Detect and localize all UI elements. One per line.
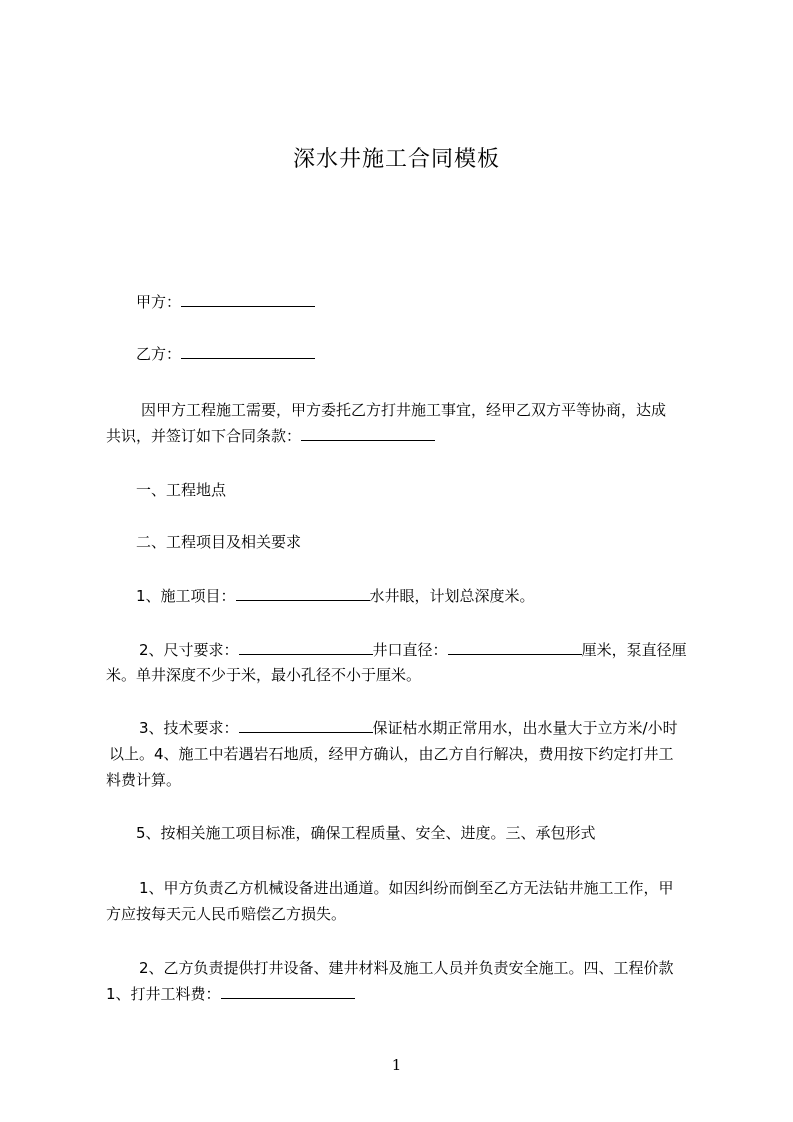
intro-line-2-text: 共识，并签订如下合同条款： [106, 427, 302, 445]
clause-1-line-1: 1、甲方负责乙方机械设备进出通道。如因纠纷而倒至乙方无法钻井施工工作，甲 [139, 879, 674, 897]
party-b-label: 乙方： [136, 345, 182, 363]
item-3-text: 保证枯水期正常用水，出水量大于立方米/小时 [372, 719, 678, 737]
item-2-blank-1 [239, 640, 373, 655]
party-a-label: 甲方： [136, 293, 182, 311]
item-2-blank-2 [448, 640, 582, 655]
party-a-line [136, 292, 315, 312]
clause-2-label: 1、打井工料费： [106, 985, 221, 1003]
party-b-blank [181, 344, 315, 359]
intro-blank [301, 426, 435, 441]
item-2-line-1 [139, 640, 687, 660]
party-b-line [136, 344, 315, 364]
item-1-label: 1、施工项目： [136, 587, 236, 605]
page-number: 1 [391, 1056, 402, 1074]
item-3-label: 3、技术要求： [139, 719, 239, 737]
party-a-blank [181, 292, 315, 307]
intro-line-2 [106, 426, 435, 446]
item-5-line: 5、按相关施工项目标准，确保工程质量、安全、进度。三、承包形式 [136, 824, 596, 842]
item-3-line-2: 以上。4、施工中若遇岩石地质，经甲方确认，由乙方自行解决，费用按下约定打井工 [109, 745, 674, 763]
section-1-heading: 一、工程地点 [136, 481, 227, 499]
item-1-blank [236, 586, 370, 601]
document-title: 深水井施工合同模板 [292, 147, 500, 172]
intro-line-1: 因甲方工程施工需要，甲方委托乙方打井施工事宜，经甲乙双方平等协商，达成 [141, 401, 667, 419]
item-3-line-3: 料费计算。 [106, 771, 182, 789]
item-2-line-2: 米。单井深度不少于米，最小孔径不小于厘米。 [106, 666, 422, 684]
item-1-text: 水井眼，计划总深度米。 [369, 587, 535, 605]
item-3-blank [239, 718, 373, 733]
clause-2-line-2 [106, 984, 355, 1004]
fee-blank [221, 984, 355, 999]
section-2-heading: 二、工程项目及相关要求 [136, 533, 302, 551]
item-1-line [136, 586, 535, 606]
clause-1-line-2: 方应按每天元人民币赔偿乙方损失。 [106, 905, 347, 923]
clause-2-line-1: 2、乙方负责提供打井设备、建井材料及施工人员并负责安全施工。四、工程价款 [139, 959, 674, 977]
item-3-line-1 [139, 718, 678, 738]
item-2-diameter: 井口直径： [372, 641, 448, 659]
item-2-label: 2、尺寸要求： [139, 641, 239, 659]
item-2-pump: 厘米，泵直径厘 [581, 641, 687, 659]
